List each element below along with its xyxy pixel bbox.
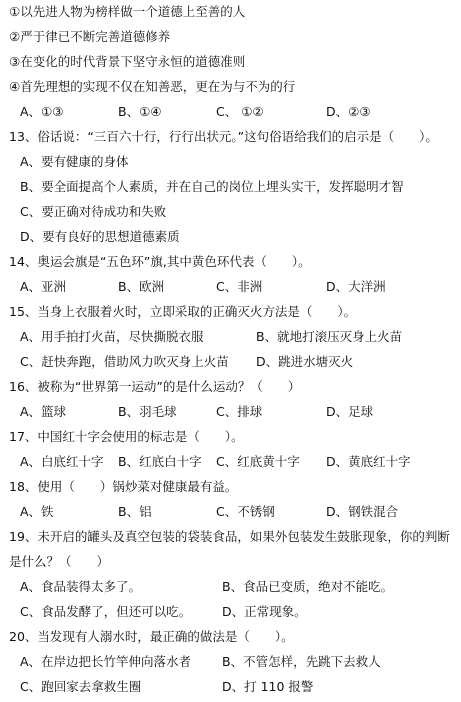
option-d: D、正常现象。 [222, 604, 307, 619]
option-b: B、红底白十字 [118, 454, 202, 469]
option-b: B、羽毛球 [118, 404, 177, 419]
option-a: A、在岸边把长竹竿伸向落水者 [20, 654, 192, 669]
option-c: C、赶快奔跑，借助风力吹灭身上火苗 [20, 354, 229, 369]
option-a: A、铁 [20, 504, 54, 519]
statement-line: ①以先进人物为榜样做一个道德上至善的人 [9, 4, 246, 19]
option-b: B、①④ [118, 104, 162, 119]
option-d: D、打 110 报警 [222, 679, 314, 694]
option-a: A、篮球 [20, 404, 67, 419]
q13-option-b: B、要全面提高个人素质，并在自己的岗位上埋头实干，发挥聪明才智 [20, 179, 404, 194]
question-18-stem: 18、使用（ ）锅炒菜对健康最有益。 [9, 479, 238, 494]
option-c: C、食品发酵了，但还可以吃。 [20, 604, 192, 619]
option-d: D、大洋洲 [326, 279, 386, 294]
option-a: A、白底红十字 [20, 454, 104, 469]
question-16-stem: 16、被称为“世界第一运动”的是什么运动？（ ） [9, 379, 301, 394]
option-c: C、不锈钢 [216, 504, 275, 519]
option-d: D、②③ [326, 104, 371, 119]
q13-option-a: A、要有健康的身体 [20, 154, 129, 169]
option-b: B、不管怎样，先跳下去救人 [222, 654, 381, 669]
option-d: D、跳进水塘灭火 [256, 354, 354, 369]
option-c: C、非洲 [216, 279, 263, 294]
question-20-stem: 20、当发现有人溺水时，最正确的做法是（ ）。 [9, 629, 294, 644]
question-19-stem-cont: 是什么？（ ） [9, 554, 110, 569]
question-13-stem: 13、俗话说：“三百六十行，行行出状元。”这句俗语给我们的启示是（ ）。 [9, 129, 438, 144]
statement-line: ②严于律已不断完善道德修养 [9, 29, 171, 44]
option-c: C、红底黄十字 [216, 454, 300, 469]
question-15-stem: 15、当身上衣服着火时，立即采取的正确灭火方法是（ ）。 [9, 304, 357, 319]
statement-line: ③在变化的时代背景下坚守永恒的道德准则 [9, 54, 246, 69]
option-b: B、食品已变质，绝对不能吃。 [222, 579, 394, 594]
option-a: A、用手拍打火苗，尽快撕脱衣服 [20, 329, 204, 344]
option-a: A、食品装得太多了。 [20, 579, 142, 594]
option-b: B、铝 [118, 504, 152, 519]
option-d: D、钢铁混合 [326, 504, 399, 519]
q13-option-d: D、要有良好的思想道德素质 [20, 229, 180, 244]
option-c: C、跑回家去拿救生圈 [20, 679, 142, 694]
option-c: C、 ①② [216, 104, 264, 119]
question-17-stem: 17、中国红十字会使用的标志是（ ）。 [9, 429, 244, 444]
option-a: A、①③ [20, 104, 64, 119]
question-19-stem: 19、未开启的罐头及真空包装的袋装食品，如果外包装发生鼓胀现象，你的判断 [9, 529, 450, 544]
option-c: C、排球 [216, 404, 263, 419]
option-a: A、亚洲 [20, 279, 67, 294]
q13-option-c: C、要正确对待成功和失败 [20, 204, 167, 219]
option-b: B、欧洲 [118, 279, 165, 294]
option-d: D、黄底红十字 [326, 454, 411, 469]
option-b: B、就地打滚压灭身上火苗 [256, 329, 403, 344]
option-d: D、足球 [326, 404, 374, 419]
statement-line: ④首先理想的实现不仅在知善恶，更在为与不为的行 [9, 79, 296, 94]
question-14-stem: 14、奥运会旗是“五色环”旗,其中黄色环代表（ ）。 [9, 254, 311, 269]
